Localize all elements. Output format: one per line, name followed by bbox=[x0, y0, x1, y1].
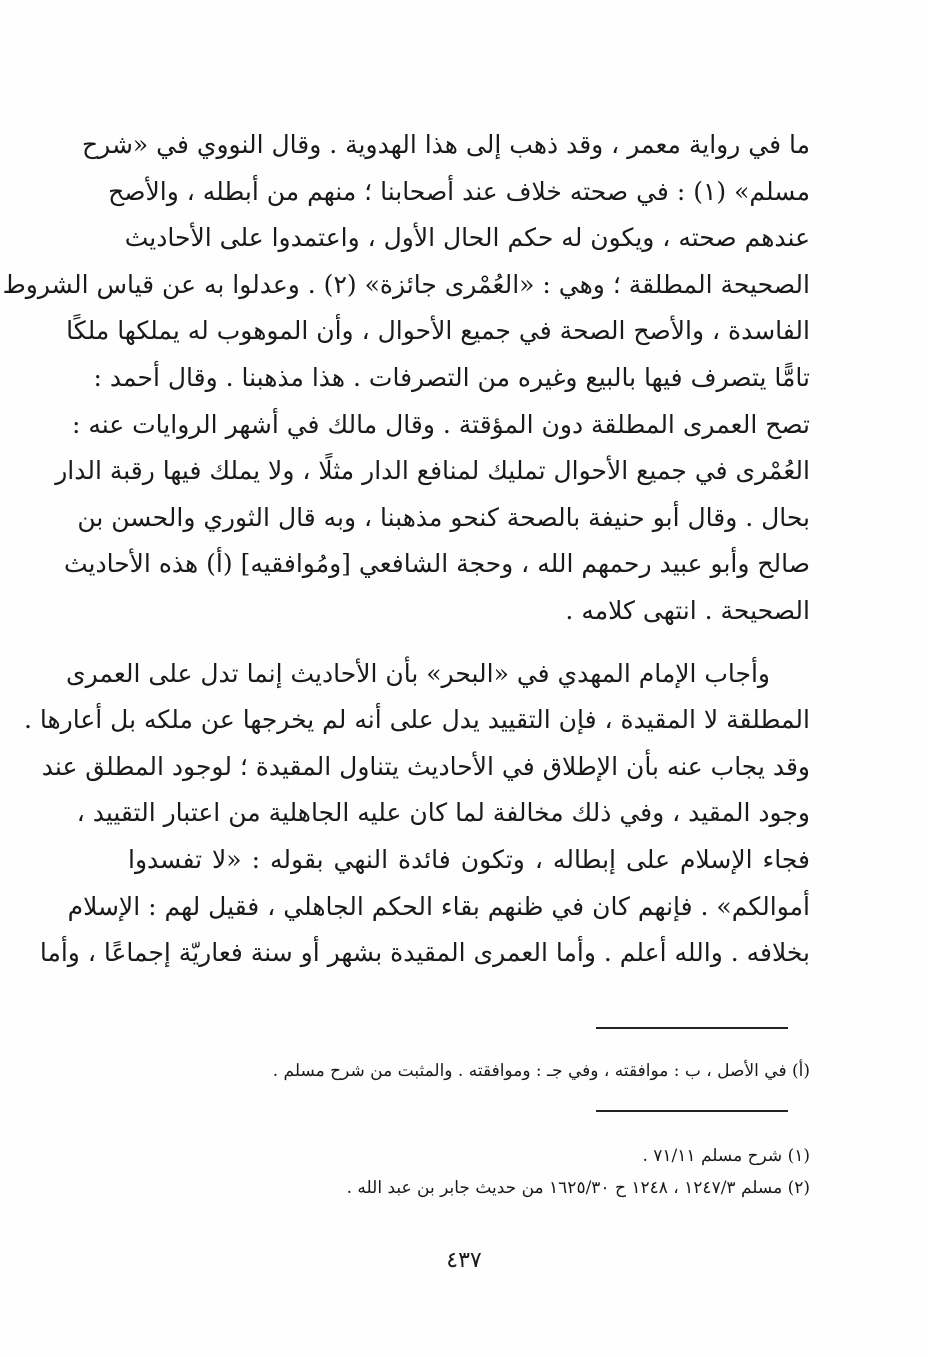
text-line: بحال . وقال أبو حنيفة بالصحة كنحو مذهبنا ، وبه قال الثوري والحسن بن bbox=[77, 502, 810, 532]
text-line: وأجاب الإمام المهدي في «البحر» بأن الأحاديث إنما تدل على العمرى bbox=[66, 658, 770, 688]
paragraph-gap bbox=[128, 635, 810, 651]
text-line: تامًّا يتصرف فيها بالبيع وغيره من التصرفات . هذا مذهبنا . وقال أحمد : bbox=[93, 362, 810, 392]
footnote-item: (٢) مسلم ١٢٤٧/٣ ، ١٢٤٨ ح ١٦٢٥/٣٠ من حديث جابر بن عبد الله . bbox=[346, 1178, 810, 1198]
text-line: الصحيحة المطلقة ؛ وهي : «العُمْرى جائزة» (٢) . وعدلوا به عن قياس الشروط bbox=[2, 269, 810, 299]
variant-note bbox=[180, 1055, 810, 1087]
text-line: مسلم» (١) : في صحته خلاف عند أصحابنا ؛ منهم من أبطله ، والأصح bbox=[108, 176, 810, 206]
variant-note-text: (أ) في الأصل ، ب : موافقته ، وفي جـ : وموافقته . والمثبت من شرح مسلم . bbox=[272, 1061, 810, 1081]
main-text bbox=[2, 122, 810, 977]
text-line: ما في رواية معمر ، وقد ذهب إلى هذا الهدوية . وقال النووي في «شرح bbox=[82, 130, 810, 159]
footnote-divider bbox=[596, 1110, 788, 1112]
text-line: المطلقة لا المقيدة ، فإن التقييد يدل على أنه لم يخرجها عن ملكه بل أعارها . bbox=[23, 705, 810, 735]
text-line: الصحيحة . انتهى كلامه . bbox=[565, 595, 810, 625]
footnote-item: (١) شرح مسلم ٧١/١١ . bbox=[642, 1146, 810, 1166]
text-line: فجاء الإسلام على إبطاله ، وتكون فائدة النهي بقوله : «لا تفسدوا bbox=[128, 844, 810, 874]
footnote-divider bbox=[596, 1027, 788, 1029]
page-number: ٤٣٧ bbox=[446, 1248, 482, 1273]
text-line: بخلافه . والله أعلم . وأما العمرى المقيدة بشهر أو سنة فعاريّة إجماعًا ، وأما bbox=[39, 938, 810, 968]
footnotes bbox=[180, 1140, 810, 1204]
text-line: الفاسدة ، والأصح الصحة في جميع الأحوال ، وأن الموهوب له يملكها ملكًا bbox=[66, 316, 810, 346]
text-line: تصح العمرى المطلقة دون المؤقتة . وقال مالك في أشهر الروايات عنه : bbox=[71, 409, 810, 439]
text-line: وقد يجاب عنه بأن الإطلاق في الأحاديث يتناول المقيدة ؛ لوجود المطلق عند bbox=[41, 751, 810, 781]
text-line: وجود المقيد ، وفي ذلك مخالفة لما كان عليه الجاهلية من اعتبار التقييد ، bbox=[76, 798, 810, 828]
text-line: أموالكم» . فإنهم كان في ظنهم بقاء الحكم الجاهلي ، فقيل لهم : الإسلام bbox=[67, 891, 810, 921]
text-line: العُمْرى في جميع الأحوال تمليك لمنافع الدار مثلًا ، ولا يملك فيها رقبة الدار bbox=[55, 456, 810, 486]
text-line: صالح وأبو عبيد رحمهم الله ، وحجة الشافعي [ومُوافقيه] (أ) هذه الأحاديث bbox=[63, 549, 810, 579]
text-line: عندهم صحته ، ويكون له حكم الحال الأول ، واعتمدوا على الأحاديث bbox=[124, 223, 810, 253]
